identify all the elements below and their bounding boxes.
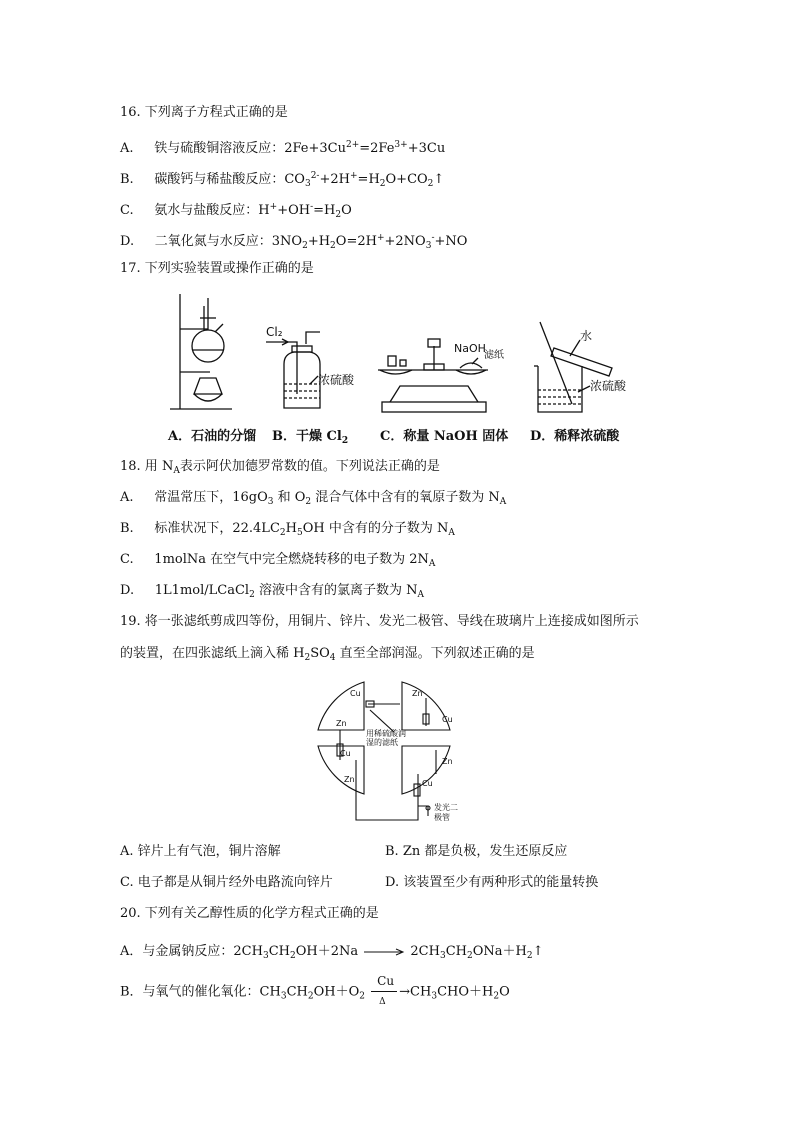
q19-fig-center-label2: 湿的滤纸 [366, 738, 398, 747]
q18-stem: 18. 用 $N_A$表示阿伏加德罗常数的值。下列说法正确的是 [120, 459, 440, 476]
q17-fig-lvzhi: 滤纸 [484, 350, 504, 361]
q17-fig-naoh: NaOH [454, 342, 486, 355]
q17-stem: 17. 下列实验装置或操作正确的是 [120, 261, 314, 276]
q19-fig-cu1: Cu [350, 689, 361, 698]
q17-caption-d: D．稀释浓硫酸 [530, 429, 620, 444]
q20-catalyst-condition: Cu Δ [369, 983, 399, 1001]
q17-fig-nongliusuan-b: 浓硫酸 [318, 373, 355, 387]
q19-fig-zn4: Zn [344, 775, 355, 784]
q19-stem-line2: 的装置，在四张滤纸上滴入稀 $H_2SO_4$ 直至全部润湿。下列叙述正确的是 [120, 646, 535, 663]
q19-fig-cu2: Cu [442, 715, 453, 724]
q19-fig-zn3: Zn [442, 757, 453, 766]
q16-option-a: A. 铁与硫酸铜溶液反应：$2Fe+3Cu^{2+}=2Fe^{3+}+3Cu$ [120, 140, 446, 156]
q18-option-c: C. 1molNa 在空气中完全燃烧转移的电子数为 $2N_A$ [120, 552, 436, 569]
q16-stem: 16. 下列离子方程式正确的是 [120, 105, 288, 120]
q17-fig-nongliusuan-d: 浓硫酸 [590, 379, 627, 393]
q19-fig-cu4: Cu [422, 779, 433, 788]
q19-fig-cu3: Cu [340, 749, 351, 758]
q18-option-d: D. 1L1mol/LCaCl$_2$ 溶液中含有的氯离子数为 $N_A$ [120, 583, 424, 600]
q19-option-c: C. 电子都是从铜片经外电路流向锌片 [120, 875, 333, 890]
q19-fig-led-label1: 发光二 [434, 803, 458, 812]
q20-reaction-arrow [362, 947, 406, 957]
q17-caption-a: A．石油的分馏 [168, 429, 257, 444]
q19-fig-led-label2: 极管 [434, 813, 450, 822]
q16-option-b: B. 碳酸钙与稀盐酸反应：$CO_3^{2-}+2H^+=H_2O+CO_2↑$ [120, 171, 445, 189]
q17-apparatus-figure [160, 284, 640, 420]
q20-stem: 20. 下列有关乙醇性质的化学方程式正确的是 [120, 906, 379, 921]
q20-option-b: B．与氧气的催化氧化：$CH_3CH_2OH+O_2$ Cu Δ $\to CH_3CHO+H_2O$ [120, 974, 510, 1007]
q19-fig-zn2: Zn [336, 719, 347, 728]
q19-fig-center-label1: 用稀硫酸润 [366, 729, 406, 738]
q19-option-a: A. 锌片上有气泡，铜片溶解 [120, 844, 281, 859]
q19-option-d: D. 该装置至少有两种形式的能量转换 [385, 875, 599, 890]
q17-caption-b: B．干燥 $Cl_2$ [272, 429, 349, 446]
q20-option-a: A．与金属钠反应：$2CH_3CH_2OH+2Na$ $2CH_3CH_2ONa+H_2↑$ [120, 944, 544, 961]
q17-fig-cl2-label: Cl₂ [266, 325, 283, 339]
q18-option-b: B. 标准状况下，$22.4LC_2H_5OH$ 中含有的分子数为 $N_A$ [120, 521, 455, 538]
q17-caption-c: C．称量 NaOH 固体 [380, 429, 509, 444]
q19-filter-paper-figure [310, 674, 490, 834]
q19-fig-zn1: Zn [412, 689, 423, 698]
q19-stem-line1: 19. 将一张滤纸剪成四等份，用铜片、锌片、发光二极管、导线在玻璃片上连接成如图所示 [120, 614, 639, 629]
q19-option-b: B. Zn 都是负极，发生还原反应 [385, 844, 568, 859]
q16-option-d: D. 二氧化氮与水反应：$3NO_2+H_2O=2H^++2NO_3^-+NO$ [120, 233, 468, 251]
q18-option-a: A. 常温常压下，$16gO_3$ 和 $O_2$ 混合气体中含有的氧原子数为 $N_A$ [120, 490, 507, 507]
q16-option-c: C. 氨水与盐酸反应：$H^++OH^-=H_2O$ [120, 202, 352, 220]
q17-fig-shui: 水 [580, 329, 593, 343]
